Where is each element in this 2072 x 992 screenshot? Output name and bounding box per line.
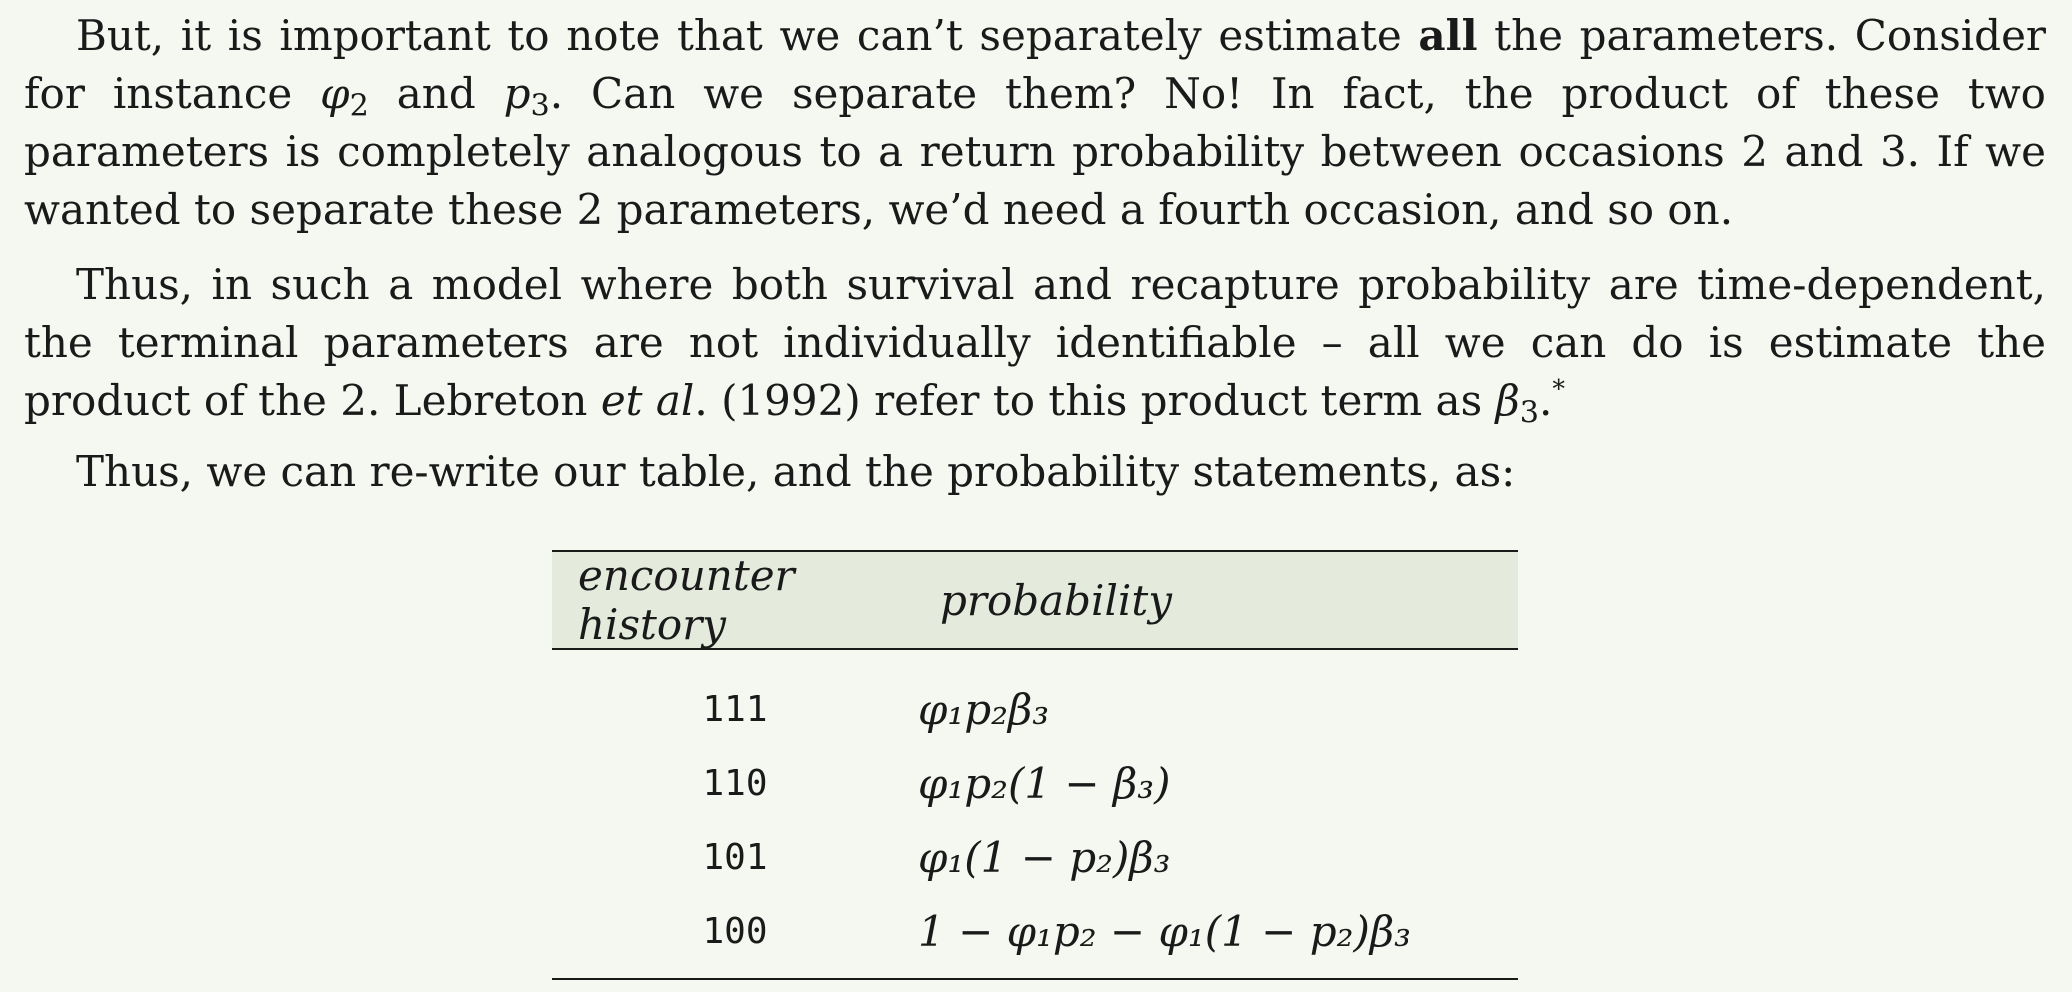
probability-cell: φ₁p₂β₃ [918, 684, 1050, 734]
p-subscript: 3 [530, 88, 550, 124]
beta-subscript: 3 [1519, 395, 1540, 431]
history-cell: 100 [702, 910, 768, 952]
p2-etal: et al [600, 376, 695, 425]
header-probability: probability [940, 575, 1172, 625]
p2-text-a: Thus, in such a model where both survival and recapture probability are time-dependent, the terminal parameters are not individually identifiable – all we can do is estimate the product of the 2. Lebreton [24, 260, 2046, 425]
paragraph-terminal-parameters [24, 256, 2046, 430]
p3-text: Thus, we can re-write our table, and the probability statements, as: [76, 447, 1516, 496]
p2-text-b: . (1992) refer to this product term as [694, 376, 1496, 425]
table-header [552, 552, 1518, 648]
table-row [552, 746, 1518, 820]
table-row [552, 820, 1518, 894]
table-bottom-rule [552, 978, 1518, 980]
probability-cell: φ₁(1 − p₂)β₃ [918, 832, 1171, 882]
probability-table [552, 550, 1518, 980]
header-encounter-history: encounter history [578, 551, 795, 649]
beta-symbol: β [1495, 376, 1520, 425]
p1-and: and [368, 69, 504, 118]
p1-text-c: . Can we separate them? No! In fact, the product of these two parameters is completely analogous to a return probability between occasions 2 and 3. If we wanted to separate these 2 parameters, we’d need a fourth occasion, and so on. [24, 69, 2046, 234]
history-cell: 110 [702, 762, 768, 804]
table-row [552, 672, 1518, 746]
table-body [552, 650, 1518, 978]
p-symbol: p [503, 69, 531, 118]
history-cell: 111 [702, 688, 768, 730]
probability-cell: 1 − φ₁p₂ − φ₁(1 − p₂)β₃ [918, 906, 1411, 956]
p2-text-c: . [1539, 376, 1553, 425]
paragraph-identifiability [24, 7, 2046, 239]
phi-subscript: 2 [349, 88, 369, 124]
footnote-marker[interactable]: * [1552, 374, 1565, 404]
phi-symbol: φ [320, 69, 350, 118]
table-row [552, 894, 1518, 968]
p1-text-a: But, it is important to note that we can’t separately estimate [76, 11, 1419, 60]
p1-bold-all: all [1418, 11, 1478, 60]
p1-text-b: the parameters. Consider for instance [24, 11, 2046, 118]
probability-cell: φ₁p₂(1 − β₃) [918, 758, 1171, 808]
paragraph-rewrite-table [24, 443, 2046, 501]
history-cell: 101 [702, 836, 768, 878]
